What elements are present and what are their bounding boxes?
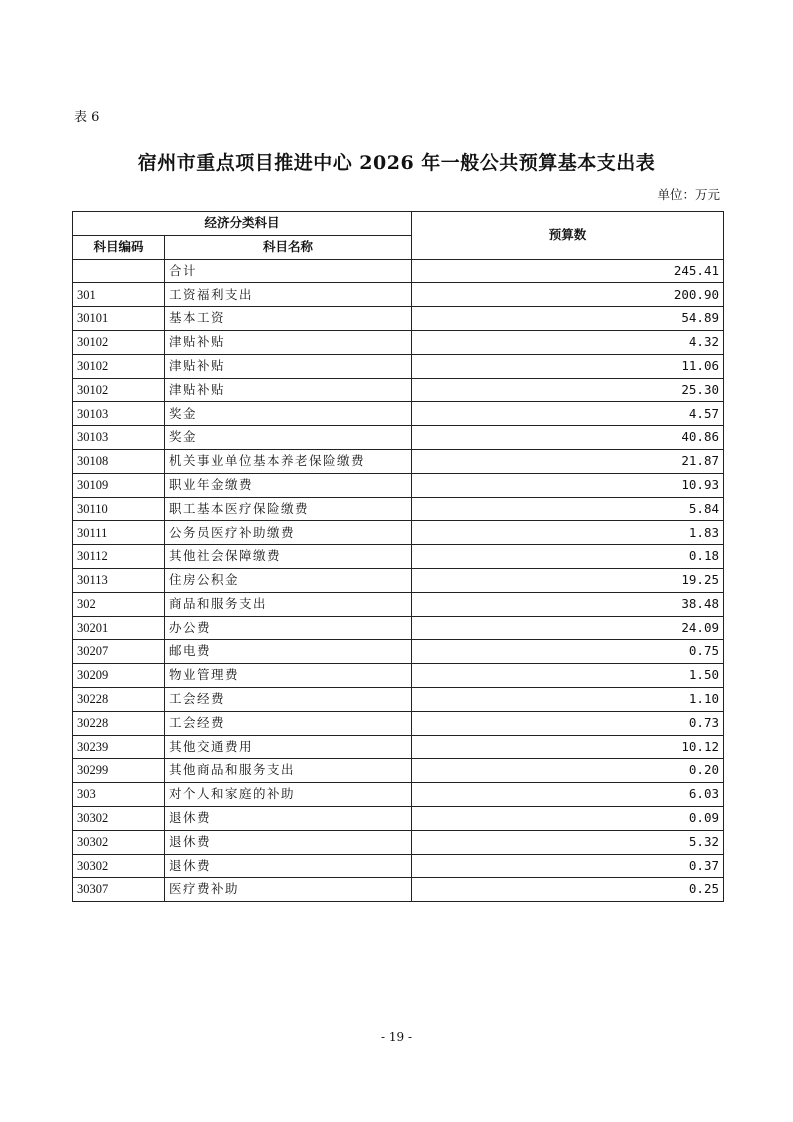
- row-code: 30101: [73, 307, 165, 331]
- row-code: 30302: [73, 806, 165, 830]
- table-row: [73, 711, 724, 735]
- row-amount: 0.37: [412, 854, 724, 878]
- row-name: 工会经费: [165, 711, 412, 735]
- table-row: [73, 854, 724, 878]
- table-row: [73, 449, 724, 473]
- row-code: 30103: [73, 402, 165, 426]
- row-name: 奖金: [165, 426, 412, 450]
- row-amount: 10.93: [412, 473, 724, 497]
- row-code: 303: [73, 783, 165, 807]
- name-header: 科目名称: [165, 235, 412, 259]
- row-name: 邮电费: [165, 640, 412, 664]
- row-code: [73, 259, 165, 283]
- row-amount: 0.09: [412, 806, 724, 830]
- row-code: 30302: [73, 830, 165, 854]
- row-name: 工会经费: [165, 687, 412, 711]
- row-code: 30103: [73, 426, 165, 450]
- table-row: [73, 426, 724, 450]
- row-name: 办公费: [165, 616, 412, 640]
- row-name: 津贴补贴: [165, 378, 412, 402]
- code-header: 科目编码: [73, 235, 165, 259]
- row-name: 奖金: [165, 402, 412, 426]
- row-name: 合计: [165, 259, 412, 283]
- row-amount: 19.25: [412, 568, 724, 592]
- row-name: 基本工资: [165, 307, 412, 331]
- row-amount: 0.20: [412, 759, 724, 783]
- row-name: 津贴补贴: [165, 354, 412, 378]
- budget-table: [72, 211, 724, 902]
- table-row: [73, 283, 724, 307]
- row-code: 30228: [73, 687, 165, 711]
- table-row: [73, 497, 724, 521]
- header-row-1: [73, 212, 724, 236]
- row-code: 30299: [73, 759, 165, 783]
- table-row: [73, 521, 724, 545]
- table-row: [73, 806, 724, 830]
- row-amount: 10.12: [412, 735, 724, 759]
- table-row: [73, 473, 724, 497]
- row-amount: 4.32: [412, 330, 724, 354]
- row-amount: 4.57: [412, 402, 724, 426]
- row-name: 商品和服务支出: [165, 592, 412, 616]
- row-name: 退休费: [165, 854, 412, 878]
- table-row: [73, 830, 724, 854]
- row-name: 其他社会保障缴费: [165, 545, 412, 569]
- row-amount: 6.03: [412, 783, 724, 807]
- row-code: 30108: [73, 449, 165, 473]
- row-code: 30109: [73, 473, 165, 497]
- row-code: 30239: [73, 735, 165, 759]
- table-row: [73, 735, 724, 759]
- row-amount: 0.25: [412, 878, 724, 902]
- row-name: 职工基本医疗保险缴费: [165, 497, 412, 521]
- page-title: 宿州市重点项目推进中心 2026 年一般公共预算基本支出表: [137, 152, 656, 174]
- page-number: - 19 -: [380, 1030, 412, 1044]
- table-row: [73, 307, 724, 331]
- row-code: 30111: [73, 521, 165, 545]
- row-name: 住房公积金: [165, 568, 412, 592]
- table-row: [73, 402, 724, 426]
- table-row: [73, 354, 724, 378]
- table-number: 表 6: [74, 110, 100, 125]
- table-row: [73, 545, 724, 569]
- row-code: 30201: [73, 616, 165, 640]
- group-header: 经济分类科目: [73, 212, 412, 236]
- table-row: [73, 664, 724, 688]
- row-amount: 11.06: [412, 354, 724, 378]
- table-row: [73, 640, 724, 664]
- table-row: [73, 592, 724, 616]
- table-row: [73, 378, 724, 402]
- row-name: 退休费: [165, 830, 412, 854]
- row-amount: 38.48: [412, 592, 724, 616]
- row-code: 30209: [73, 664, 165, 688]
- row-code: 30110: [73, 497, 165, 521]
- row-code: 30102: [73, 330, 165, 354]
- row-amount: 200.90: [412, 283, 724, 307]
- row-name: 医疗费补助: [165, 878, 412, 902]
- row-name: 工资福利支出: [165, 283, 412, 307]
- amount-header: 预算数: [412, 212, 724, 260]
- row-name: 职业年金缴费: [165, 473, 412, 497]
- row-code: 30307: [73, 878, 165, 902]
- row-name: 其他交通费用: [165, 735, 412, 759]
- row-amount: 1.83: [412, 521, 724, 545]
- row-amount: 245.41: [412, 259, 724, 283]
- row-code: 30302: [73, 854, 165, 878]
- row-name: 机关事业单位基本养老保险缴费: [165, 449, 412, 473]
- row-amount: 54.89: [412, 307, 724, 331]
- row-code: 301: [73, 283, 165, 307]
- row-amount: 0.75: [412, 640, 724, 664]
- row-amount: 5.84: [412, 497, 724, 521]
- table-row: [73, 568, 724, 592]
- row-code: 302: [73, 592, 165, 616]
- row-amount: 5.32: [412, 830, 724, 854]
- row-name: 津贴补贴: [165, 330, 412, 354]
- row-amount: 40.86: [412, 426, 724, 450]
- row-amount: 1.10: [412, 687, 724, 711]
- table-row: [73, 259, 724, 283]
- table-body: [73, 259, 724, 902]
- row-code: 30113: [73, 568, 165, 592]
- row-amount: 1.50: [412, 664, 724, 688]
- row-code: 30112: [73, 545, 165, 569]
- row-amount: 0.73: [412, 711, 724, 735]
- table-row: [73, 616, 724, 640]
- unit-label: 单位：万元: [657, 187, 720, 202]
- row-code: 30207: [73, 640, 165, 664]
- table-row: [73, 759, 724, 783]
- row-name: 物业管理费: [165, 664, 412, 688]
- row-amount: 25.30: [412, 378, 724, 402]
- row-amount: 24.09: [412, 616, 724, 640]
- table-row: [73, 687, 724, 711]
- row-code: 30228: [73, 711, 165, 735]
- table-row: [73, 783, 724, 807]
- row-name: 退休费: [165, 806, 412, 830]
- row-amount: 21.87: [412, 449, 724, 473]
- table-row: [73, 330, 724, 354]
- row-amount: 0.18: [412, 545, 724, 569]
- row-code: 30102: [73, 354, 165, 378]
- row-code: 30102: [73, 378, 165, 402]
- row-name: 公务员医疗补助缴费: [165, 521, 412, 545]
- table-row: [73, 878, 724, 902]
- row-name: 其他商品和服务支出: [165, 759, 412, 783]
- row-name: 对个人和家庭的补助: [165, 783, 412, 807]
